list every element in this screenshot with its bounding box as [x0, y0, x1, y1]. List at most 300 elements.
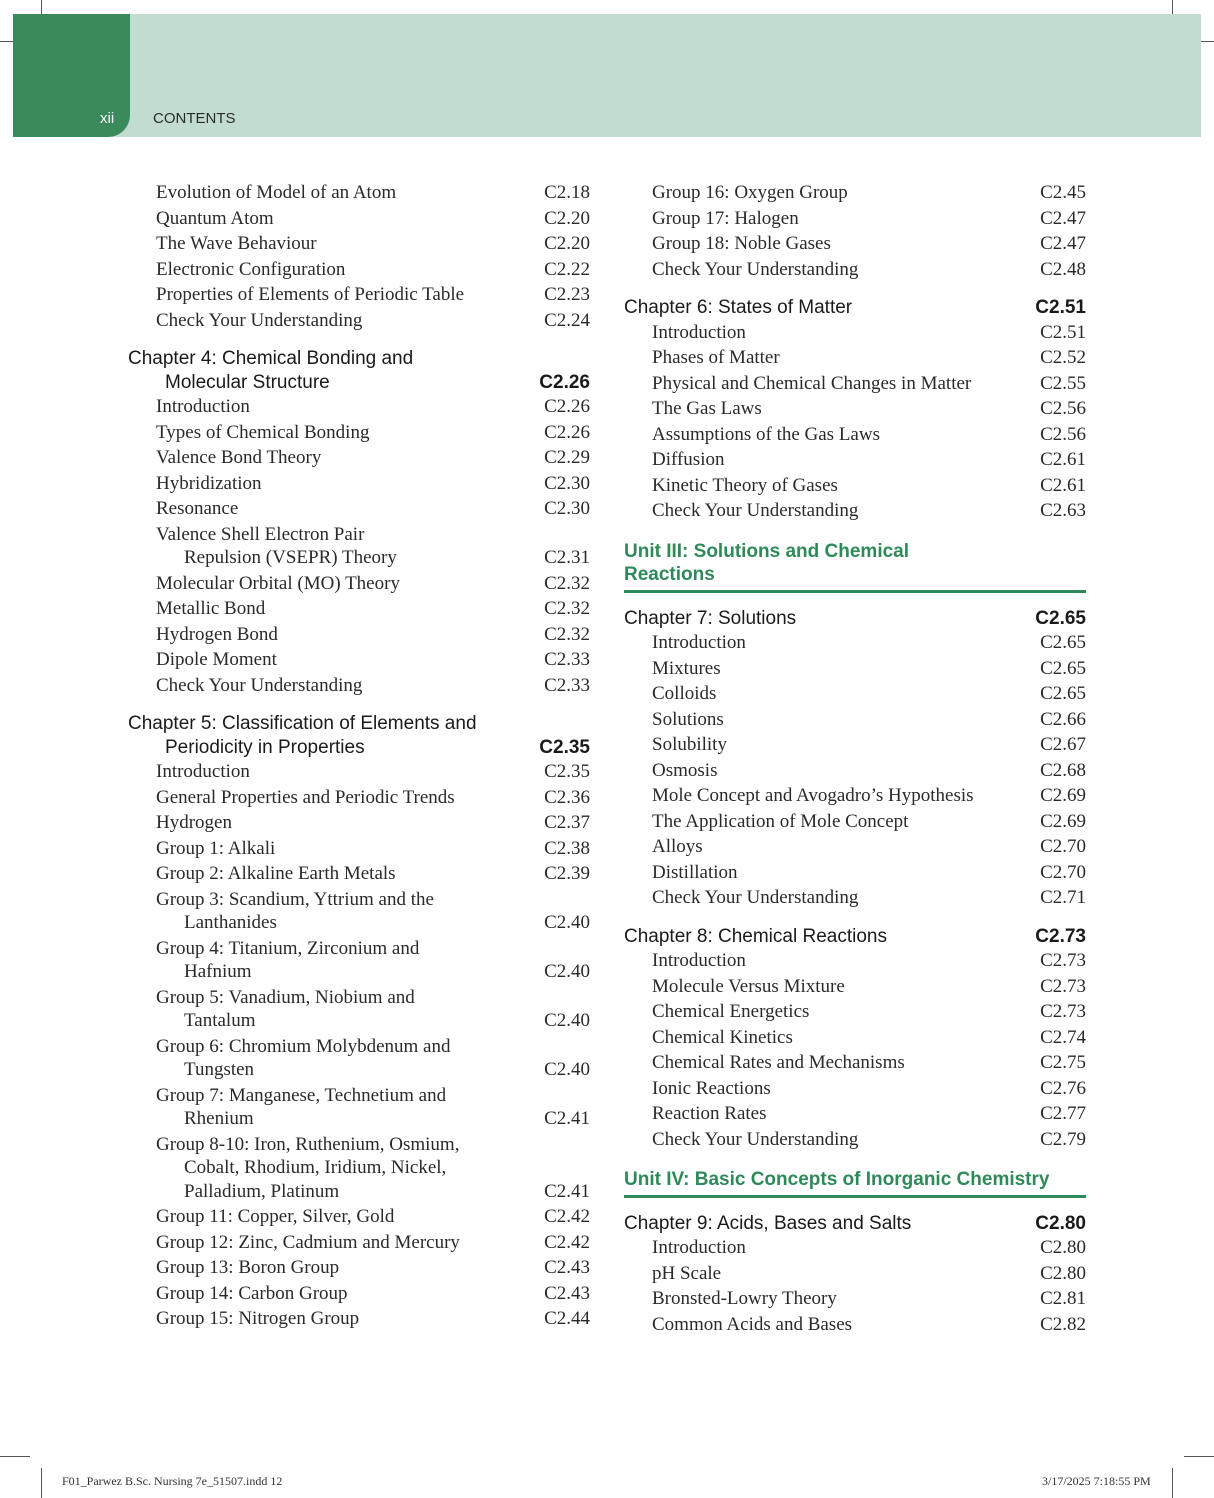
page-ref: C2.65 — [1035, 607, 1086, 629]
toc-entry[interactable] — [624, 345, 1086, 371]
entry-title — [652, 346, 1040, 370]
title-line: Chapter 4: Chemical Bonding and — [128, 348, 414, 369]
toc-entry[interactable] — [128, 496, 590, 522]
toc-entry[interactable] — [624, 396, 1086, 422]
entry-title — [156, 258, 544, 282]
title-line: Solutions — [652, 708, 724, 730]
chapter-heading[interactable] — [624, 1212, 1086, 1236]
entry-title — [652, 258, 1040, 282]
page-ref: C2.43 — [544, 1257, 590, 1278]
page-ref: C2.56 — [1040, 398, 1086, 419]
toc-entry[interactable] — [624, 1101, 1086, 1127]
chapter-title — [128, 712, 539, 759]
toc-entry[interactable] — [128, 471, 590, 497]
page-ref: C2.75 — [1040, 1052, 1086, 1073]
entry-title — [652, 657, 1040, 681]
entry-title — [652, 423, 1040, 447]
entry-title — [156, 572, 544, 596]
entry-title — [156, 181, 544, 205]
page-ref: C2.70 — [1040, 836, 1086, 857]
title-line: Check Your Understanding — [156, 674, 363, 696]
title-line: Group 2: Alkaline Earth Metals — [156, 863, 396, 884]
entry-title — [156, 1256, 544, 1280]
entry-title — [156, 674, 544, 698]
entry-title — [156, 648, 544, 672]
toc-entry[interactable] — [128, 1230, 590, 1256]
title-line: Group 1: Alkali — [156, 837, 276, 859]
page-ref: C2.18 — [544, 182, 590, 203]
title-line: Valence Bond Theory — [156, 447, 322, 468]
page-ref: C2.65 — [1040, 683, 1086, 704]
page-ref: C2.24 — [544, 309, 590, 331]
toc-entry[interactable] — [128, 785, 590, 811]
toc-entry[interactable] — [624, 732, 1086, 758]
toc-right-column — [624, 180, 1086, 1337]
entry-title — [156, 888, 544, 935]
crop-mark — [41, 1468, 42, 1498]
page-ref: C2.65 — [1040, 632, 1086, 653]
entry-title — [652, 321, 1040, 345]
title-line: Diffusion — [652, 449, 725, 470]
entry-title — [652, 682, 1040, 706]
chapter-title — [624, 607, 1035, 631]
page-ref: C2.35 — [544, 761, 590, 782]
page-ref: C2.73 — [1040, 1001, 1086, 1022]
title-line: Resonance — [156, 498, 239, 519]
toc-entry[interactable] — [128, 596, 590, 622]
page-number: xii — [100, 110, 115, 127]
chapter-heading[interactable] — [624, 296, 1086, 320]
page-ref: C2.61 — [1040, 474, 1086, 496]
page-ref: C2.31 — [544, 547, 590, 568]
page-ref: C2.20 — [544, 207, 590, 229]
toc-entry[interactable] — [624, 231, 1086, 257]
page-ref: C2.26 — [544, 396, 590, 417]
page-ref: C2.37 — [544, 812, 590, 833]
toc-entry[interactable] — [128, 1255, 590, 1281]
entry-title — [156, 986, 544, 1033]
toc-entry[interactable] — [624, 885, 1086, 911]
entry-title — [652, 474, 1040, 498]
title-line: Properties of Elements of Periodic Table — [156, 284, 465, 305]
page-ref: C2.69 — [1040, 785, 1086, 806]
title-line: Distillation — [652, 861, 738, 883]
title-line: Introduction — [652, 321, 746, 343]
title-line: Ionic Reactions — [652, 1077, 771, 1099]
page-ref: C2.63 — [1040, 500, 1086, 521]
title-line: Chemical Energetics — [652, 1001, 810, 1022]
toc-entry[interactable] — [128, 1132, 590, 1205]
title-line: Evolution of Model of an Atom — [156, 182, 397, 203]
title-line: Chemical Kinetics — [652, 1026, 793, 1048]
toc-entry[interactable] — [624, 630, 1086, 656]
entry-title — [156, 497, 544, 521]
entry-title — [156, 421, 544, 445]
page-ref: C2.67 — [1040, 734, 1086, 755]
page-ref: C2.32 — [544, 572, 590, 594]
page-ref: C2.42 — [544, 1206, 590, 1227]
entry-title — [652, 397, 1040, 421]
title-line-continued: Rhenium — [184, 1108, 254, 1129]
title-line: The Gas Laws — [652, 398, 762, 419]
title-line: The Wave Behaviour — [156, 233, 317, 254]
toc-entry[interactable] — [128, 985, 590, 1034]
chapter-title — [128, 347, 539, 394]
toc-entry[interactable] — [128, 571, 590, 597]
toc-entry[interactable] — [128, 1281, 590, 1307]
toc-entry[interactable] — [128, 231, 590, 257]
toc-entry[interactable] — [624, 1312, 1086, 1338]
title-line: Types of Chemical Bonding — [156, 421, 370, 443]
entry-title — [156, 283, 544, 307]
chapter-heading[interactable] — [128, 347, 590, 394]
title-line-continued: Repulsion (VSEPR) Theory — [184, 547, 397, 568]
entry-title — [652, 1128, 1040, 1152]
entry-title — [652, 708, 1040, 732]
entry-title — [156, 446, 544, 470]
title-line: Check Your Understanding — [652, 258, 859, 280]
entry-title — [652, 1287, 1040, 1311]
title-line: Hybridization — [156, 472, 262, 494]
title-line-continued: Tantalum — [184, 1010, 256, 1031]
entry-title — [652, 631, 1040, 655]
page-ref: C2.70 — [1040, 861, 1086, 883]
title-line: Common Acids and Bases — [652, 1313, 853, 1335]
entry-title — [652, 499, 1040, 523]
page-ref: C2.39 — [544, 863, 590, 884]
toc-entry[interactable] — [624, 1076, 1086, 1102]
toc-entry[interactable] — [624, 371, 1086, 397]
toc-entry[interactable] — [128, 647, 590, 673]
entry-title — [652, 835, 1040, 859]
page-ref: C2.36 — [544, 786, 590, 808]
title-line-continued: Cobalt, Rhodium, Iridium, Nickel, — [184, 1157, 447, 1178]
toc-entry[interactable] — [624, 656, 1086, 682]
title-line: Group 15: Nitrogen Group — [156, 1308, 360, 1329]
title-line: Reaction Rates — [652, 1103, 767, 1124]
toc-entry[interactable] — [624, 758, 1086, 784]
entry-title — [652, 886, 1040, 910]
page-ref: C2.80 — [1035, 1212, 1086, 1234]
entry-title — [156, 232, 544, 256]
entry-title — [652, 1102, 1040, 1126]
entry-title — [652, 784, 1040, 808]
toc-entry[interactable] — [128, 622, 590, 648]
toc-entry[interactable] — [128, 1306, 590, 1332]
title-line: Bronsted-Lowry Theory — [652, 1288, 837, 1309]
title-line: Molecular Orbital (MO) Theory — [156, 572, 400, 594]
toc-entry[interactable] — [624, 206, 1086, 232]
title-line-continued: Lanthanides — [184, 912, 277, 933]
title-line: Hydrogen — [156, 812, 232, 833]
title-line: Molecule Versus Mixture — [652, 975, 845, 997]
page-ref: C2.40 — [544, 1010, 590, 1031]
toc-entry[interactable] — [624, 681, 1086, 707]
footer-file-info: F01_Parwez B.Sc. Nursing 7e_51507.indd 12 — [62, 1474, 283, 1488]
toc-entry[interactable] — [624, 1261, 1086, 1287]
entry-title — [652, 1000, 1040, 1024]
toc-entry[interactable] — [128, 420, 590, 446]
toc-entry[interactable] — [128, 673, 590, 699]
title-line: Physical and Chemical Changes in Matter — [652, 372, 972, 394]
entry-title — [156, 1133, 544, 1204]
page-ref: C2.23 — [544, 284, 590, 305]
page-ref: C2.48 — [1040, 258, 1086, 280]
toc-entry[interactable] — [624, 1025, 1086, 1051]
page-ref: C2.33 — [544, 674, 590, 696]
title-line: Phases of Matter — [652, 347, 780, 368]
entry-title — [156, 395, 544, 419]
toc-entry[interactable] — [624, 320, 1086, 346]
toc-entry[interactable] — [624, 809, 1086, 835]
toc-entry[interactable] — [624, 783, 1086, 809]
page-ref: C2.32 — [544, 623, 590, 645]
toc-entry[interactable] — [128, 206, 590, 232]
toc-entry[interactable] — [624, 707, 1086, 733]
entry-title — [652, 1077, 1040, 1101]
page-ref: C2.76 — [1040, 1077, 1086, 1099]
entry-title — [652, 1051, 1040, 1075]
toc-entry[interactable] — [128, 1083, 590, 1132]
entry-title — [652, 759, 1040, 783]
title-line: Introduction — [652, 950, 746, 971]
chapter-title — [624, 296, 1035, 320]
entry-title — [156, 837, 544, 861]
page-ref: C2.61 — [1040, 449, 1086, 470]
title-line: Group 7: Manganese, Technetium and — [156, 1084, 447, 1106]
page-ref: C2.41 — [544, 1108, 590, 1129]
page-ref: C2.68 — [1040, 759, 1086, 781]
toc-entry[interactable] — [624, 860, 1086, 886]
entry-title — [652, 975, 1040, 999]
crop-mark — [1172, 1468, 1173, 1498]
entry-title — [156, 811, 544, 835]
page-ref: C2.51 — [1040, 321, 1086, 343]
entry-title — [156, 309, 544, 333]
toc-entry[interactable] — [128, 936, 590, 985]
title-line: pH Scale — [652, 1262, 722, 1284]
title-line: Group 16: Oxygen Group — [652, 182, 848, 203]
toc-entry[interactable] — [624, 422, 1086, 448]
page-ref: C2.73 — [1040, 950, 1086, 971]
title-line: Group 12: Zinc, Cadmium and Mercury — [156, 1231, 460, 1253]
unit-heading — [624, 1168, 1086, 1198]
toc-entry[interactable] — [128, 759, 590, 785]
title-line: Check Your Understanding — [652, 887, 859, 908]
toc-entry[interactable] — [624, 447, 1086, 473]
chapter-heading[interactable] — [624, 607, 1086, 631]
crop-mark — [0, 1456, 30, 1457]
entry-title — [156, 937, 544, 984]
footer-timestamp: 3/17/2025 7:18:55 PM — [1042, 1474, 1151, 1488]
page-ref: C2.45 — [1040, 182, 1086, 203]
title-line: Quantum Atom — [156, 207, 274, 229]
toc-entry[interactable] — [128, 887, 590, 936]
page-ref: C2.69 — [1040, 810, 1086, 832]
title-line: Group 6: Chromium Molybdenum and — [156, 1035, 451, 1057]
page-ref: C2.42 — [544, 1231, 590, 1253]
title-line: Chemical Rates and Mechanisms — [652, 1052, 905, 1073]
page-ref: C2.71 — [1040, 887, 1086, 908]
toc-entry[interactable] — [128, 445, 590, 471]
toc-entry[interactable] — [128, 810, 590, 836]
title-line: Group 17: Halogen — [652, 207, 799, 229]
entry-title — [652, 1026, 1040, 1050]
title-line: Assumptions of the Gas Laws — [652, 423, 880, 445]
page-ref: C2.55 — [1040, 372, 1086, 394]
chapter-heading[interactable] — [624, 925, 1086, 949]
title-line: Introduction — [652, 1237, 746, 1258]
page-ref: C2.52 — [1040, 347, 1086, 368]
toc-entry[interactable] — [128, 861, 590, 887]
entry-title — [156, 1282, 544, 1306]
page-ref: C2.30 — [544, 498, 590, 519]
title-line: Osmosis — [652, 759, 718, 781]
toc-entry[interactable] — [128, 394, 590, 420]
title-line: Introduction — [652, 632, 746, 653]
entry-title — [156, 786, 544, 810]
unit-heading — [624, 540, 1086, 593]
page-ref: C2.33 — [544, 649, 590, 670]
title-line: Check Your Understanding — [156, 309, 363, 331]
page-ref: C2.40 — [544, 961, 590, 982]
toc-entry[interactable] — [624, 473, 1086, 499]
toc-entry[interactable] — [128, 1204, 590, 1230]
title-line: Group 14: Carbon Group — [156, 1282, 348, 1304]
title-line: General Properties and Periodic Trends — [156, 786, 455, 808]
toc-entry[interactable] — [128, 282, 590, 308]
toc-entry[interactable] — [128, 180, 590, 206]
page-ref: C2.66 — [1040, 708, 1086, 730]
page-ref: C2.26 — [544, 421, 590, 443]
entry-title — [156, 472, 544, 496]
toc-entry[interactable] — [128, 522, 590, 571]
entry-title — [652, 810, 1040, 834]
toc-entry[interactable] — [128, 836, 590, 862]
title-line: Chapter 6: States of Matter — [624, 297, 853, 318]
title-line: Mole Concept and Avogadro’s Hypothesis — [652, 785, 974, 806]
title-line: Solubility — [652, 734, 727, 755]
title-line: Introduction — [156, 761, 250, 782]
title-line: Group 3: Scandium, Yttrium and the — [156, 888, 434, 910]
title-line: Check Your Understanding — [652, 500, 859, 521]
chapter-title — [624, 925, 1035, 949]
page-ref: C2.74 — [1040, 1026, 1086, 1048]
page-ref: C2.29 — [544, 447, 590, 468]
title-line-continued: Molecular Structure — [165, 371, 330, 393]
entry-title — [652, 181, 1040, 205]
toc-entry[interactable] — [624, 180, 1086, 206]
page-ref: C2.32 — [544, 598, 590, 619]
chapter-heading[interactable] — [128, 712, 590, 759]
page-ref: C2.65 — [1040, 657, 1086, 679]
title-line: Hydrogen Bond — [156, 623, 278, 645]
title-line-continued: Hafnium — [184, 961, 252, 982]
title-line: Chapter 7: Solutions — [624, 607, 797, 629]
page-ref: C2.79 — [1040, 1128, 1086, 1150]
page-ref: C2.38 — [544, 837, 590, 859]
entry-title — [156, 523, 544, 570]
entry-title — [652, 1262, 1040, 1286]
title-line: Introduction — [156, 396, 250, 417]
toc-entry[interactable] — [624, 1050, 1086, 1076]
entry-title — [652, 1236, 1040, 1260]
entry-title — [156, 1205, 544, 1229]
title-line: Check Your Understanding — [652, 1128, 859, 1150]
entry-title — [652, 207, 1040, 231]
page-ref: C2.26 — [539, 371, 590, 393]
toc-entry[interactable] — [624, 1127, 1086, 1153]
page-ref: C2.41 — [544, 1180, 590, 1202]
entry-title — [652, 861, 1040, 885]
entry-title — [652, 733, 1040, 757]
title-line: Kinetic Theory of Gases — [652, 474, 838, 496]
page-ref: C2.20 — [544, 233, 590, 254]
entry-title — [156, 760, 544, 784]
title-line: Metallic Bond — [156, 598, 266, 619]
toc-entry[interactable] — [624, 1286, 1086, 1312]
entry-title — [156, 623, 544, 647]
page-ref: C2.47 — [1040, 233, 1086, 254]
unit-title-continued: Reactions — [624, 564, 715, 585]
entry-title — [156, 1084, 544, 1131]
title-line: Mixtures — [652, 657, 721, 679]
page-ref: C2.47 — [1040, 207, 1086, 229]
page-ref: C2.51 — [1035, 297, 1086, 318]
title-line: Group 8-10: Iron, Ruthenium, Osmium, — [156, 1133, 460, 1155]
title-line: Colloids — [652, 683, 717, 704]
page-ref: C2.35 — [539, 736, 590, 758]
entry-title — [156, 597, 544, 621]
title-line: Valence Shell Electron Pair — [156, 523, 365, 545]
title-line: Chapter 9: Acids, Bases and Salts — [624, 1212, 912, 1234]
entry-title — [156, 1035, 544, 1082]
entry-title — [652, 232, 1040, 256]
entry-title — [156, 1231, 544, 1255]
toc-entry[interactable] — [624, 948, 1086, 974]
entry-title — [156, 862, 544, 886]
toc-entry[interactable] — [624, 974, 1086, 1000]
unit-title: Unit IV: Basic Concepts of Inorganic Chemistry — [624, 1169, 1050, 1190]
page-ref: C2.40 — [544, 1059, 590, 1080]
crop-mark — [1184, 1456, 1214, 1457]
toc-entry[interactable] — [624, 999, 1086, 1025]
toc-entry[interactable] — [624, 257, 1086, 283]
running-head: CONTENTS — [153, 110, 236, 127]
page-ref: C2.30 — [544, 472, 590, 494]
title-line: Group 11: Copper, Silver, Gold — [156, 1206, 395, 1227]
page-ref: C2.80 — [1040, 1237, 1086, 1258]
page-ref: C2.73 — [1035, 925, 1086, 947]
entry-title — [652, 949, 1040, 973]
toc-entry[interactable] — [624, 834, 1086, 860]
unit-title: Unit III: Solutions and Chemical — [624, 540, 910, 562]
toc-entry[interactable] — [128, 1034, 590, 1083]
page-ref: C2.77 — [1040, 1103, 1086, 1124]
title-line: Dipole Moment — [156, 649, 277, 670]
toc-entry[interactable] — [128, 308, 590, 334]
entry-title — [652, 1313, 1040, 1337]
toc-entry[interactable] — [128, 257, 590, 283]
toc-entry[interactable] — [624, 498, 1086, 524]
title-line: Chapter 5: Classification of Elements and — [128, 713, 477, 734]
page-ref: C2.81 — [1040, 1288, 1086, 1309]
title-line-continued: Periodicity in Properties — [165, 736, 365, 758]
page-ref: C2.80 — [1040, 1262, 1086, 1284]
entry-title — [652, 448, 1040, 472]
title-line: Group 4: Titanium, Zirconium and — [156, 937, 420, 959]
toc-entry[interactable] — [624, 1235, 1086, 1261]
